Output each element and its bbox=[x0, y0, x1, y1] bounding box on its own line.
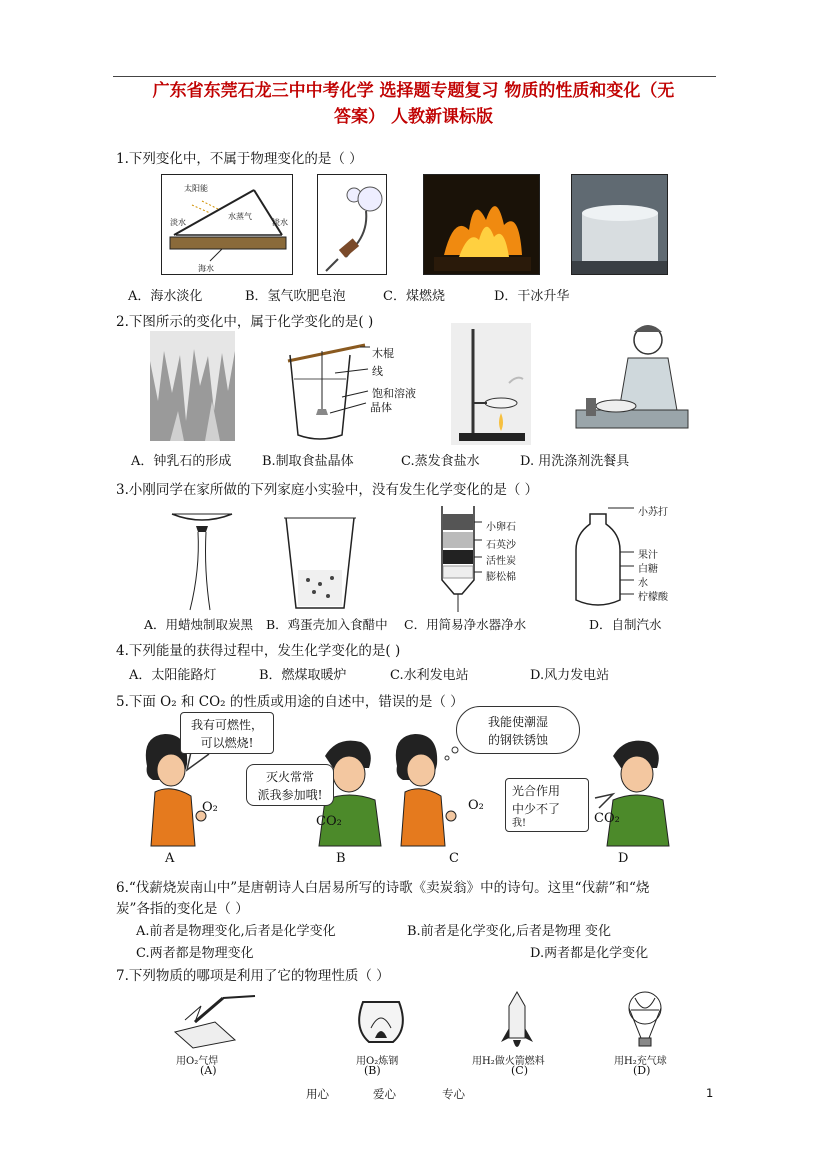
question-3-stem: 3.小刚同学在家所做的下列家庭小实验中，没有发生化学变化的是（ ） bbox=[116, 482, 539, 498]
q6-option-a[interactable]: A.前者是物理变化,后者是化学变化 bbox=[136, 924, 336, 939]
q5-option-b[interactable]: B bbox=[336, 851, 346, 866]
stalactite-image bbox=[150, 331, 235, 441]
q1-option-b[interactable]: B．氢气吹肥皂泡 bbox=[245, 289, 346, 304]
label-freshwater-left: 淡水 bbox=[170, 218, 186, 227]
q7-caption-d: 用H₂充气球 bbox=[614, 1056, 667, 1067]
desalination-image bbox=[161, 174, 293, 275]
bubble-a-line-2: 可以燃烧! bbox=[200, 736, 254, 750]
q5-option-a[interactable]: A bbox=[165, 851, 175, 866]
dishwashing-image bbox=[576, 318, 688, 446]
q7-caption-b: 用O₂炼钢 bbox=[356, 1056, 399, 1067]
q7-drawings bbox=[165, 988, 685, 1058]
bubble-d bbox=[505, 778, 589, 832]
page-number: 1 bbox=[706, 1086, 714, 1100]
question-5-stem: 5.下面 O₂ 和 CO₂ 的性质或用途的自述中，错误的是（ ） bbox=[116, 694, 464, 710]
q4-option-c[interactable]: C.水利发电站 bbox=[390, 668, 469, 683]
q2-option-b[interactable]: B.制取食盐晶体 bbox=[262, 454, 354, 469]
q1-option-c[interactable]: C．煤燃烧 bbox=[383, 289, 445, 304]
dry-ice-image bbox=[571, 174, 668, 275]
label-juice: 果汁 bbox=[638, 550, 658, 561]
header-rule bbox=[113, 76, 716, 77]
salt-crystal-image bbox=[270, 339, 440, 444]
label-stick: 木棍 bbox=[372, 347, 394, 360]
evaporation-drawing bbox=[451, 323, 531, 445]
q7-option-b[interactable]: (B) bbox=[364, 1064, 381, 1077]
question-4-stem: 4.下列能量的获得过程中，发生化学变化的是( ) bbox=[116, 643, 401, 659]
dishwashing-drawing bbox=[576, 318, 688, 446]
label-cotton: 膨松棉 bbox=[486, 572, 516, 583]
q1-option-d[interactable]: D．干冰升华 bbox=[494, 289, 570, 304]
q7-option-d[interactable]: (D) bbox=[633, 1064, 651, 1077]
bubble-c-line-2: 的钢铁锈蚀 bbox=[487, 733, 548, 747]
question-6-stem-line-2: 炭”各指的变化是（ ） bbox=[116, 901, 249, 917]
q7-option-c[interactable]: (C) bbox=[511, 1064, 528, 1077]
bubble-a bbox=[180, 712, 274, 754]
page-title bbox=[100, 78, 727, 130]
q5-option-c[interactable]: C bbox=[449, 851, 459, 866]
q6-option-b[interactable]: B.前者是化学变化,后者是物理 变化 bbox=[407, 924, 611, 939]
q6-option-c[interactable]: C.两者都是物理变化 bbox=[136, 946, 254, 961]
label-baking-soda: 小苏打 bbox=[638, 507, 668, 518]
bubble-a-line-1: 我有可燃性， bbox=[190, 718, 263, 732]
bubble-b bbox=[246, 764, 334, 806]
bubble-d-line-1: 光合作用 bbox=[512, 784, 561, 798]
label-sugar: 白糖 bbox=[638, 564, 658, 575]
question-6-stem-line-1: 6.“伐薪烧炭南山中”是唐朝诗人白居易所写的诗歌《卖炭翁》中的诗句。这里“伐薪”和“烧 bbox=[116, 880, 650, 896]
label-water: 水 bbox=[638, 578, 648, 589]
bubble-c-line-1: 我能使潮湿 bbox=[487, 715, 548, 729]
footer-slogan-2: 爱心 bbox=[373, 1087, 396, 1101]
label-seawater: 海水 bbox=[198, 264, 214, 273]
q4-option-a[interactable]: A．太阳能路灯 bbox=[129, 668, 217, 683]
dry-ice-drawing bbox=[572, 175, 668, 275]
q5-option-d[interactable]: D bbox=[618, 851, 629, 866]
gas-label-c: O₂ bbox=[468, 798, 484, 813]
soap-bubble-image bbox=[317, 174, 387, 275]
burning-coal-image bbox=[423, 174, 540, 275]
q7-option-a[interactable]: (A) bbox=[200, 1064, 217, 1077]
fire-drawing bbox=[424, 175, 540, 275]
label-freshwater-right: 淡水 bbox=[272, 218, 288, 227]
bubble-d-line-2: 中少不了 bbox=[512, 802, 561, 816]
label-solar: 太阳能 bbox=[184, 184, 208, 193]
q7-caption-c: 用H₂做火箭燃料 bbox=[472, 1056, 545, 1067]
bubble-c bbox=[456, 706, 580, 754]
q2-option-c[interactable]: C.蒸发食盐水 bbox=[401, 454, 480, 469]
q3-option-c[interactable]: C．用简易净水器净水 bbox=[404, 617, 527, 632]
soap-bubble-drawing bbox=[318, 175, 387, 275]
gas-label-b: CO₂ bbox=[316, 814, 342, 829]
q4-option-d[interactable]: D.风力发电站 bbox=[530, 668, 610, 683]
label-citric-acid: 柠檬酸 bbox=[638, 592, 668, 603]
q7-caption-a: 用O₂气焊 bbox=[176, 1056, 219, 1067]
label-thread: 线 bbox=[372, 365, 383, 378]
footer-slogan-1: 用心 bbox=[306, 1087, 329, 1101]
q3-option-d[interactable]: D．自制汽水 bbox=[589, 617, 662, 632]
stalactite-drawing bbox=[150, 331, 235, 441]
evaporation-image bbox=[451, 323, 531, 445]
title-line-1: 广东省东莞石龙三中中考化学 选择题专题复习 物质的性质和变化（无 bbox=[152, 81, 675, 101]
label-saturated-solution: 饱和溶液 bbox=[372, 387, 416, 400]
label-vapor: 水蒸气 bbox=[228, 212, 252, 221]
q3-option-a[interactable]: A．用蜡烛制取炭黑 bbox=[144, 617, 254, 632]
q2-option-a[interactable]: A．钟乳石的形成 bbox=[131, 454, 232, 469]
bubble-d-line-3: 我! bbox=[512, 818, 527, 829]
bubble-b-line-2: 派我参加哦! bbox=[257, 788, 323, 802]
footer-slogan-3: 专心 bbox=[442, 1087, 465, 1101]
title-line-2: 答案） 人教新课标版 bbox=[334, 107, 493, 127]
q4-option-b[interactable]: B．燃煤取暖炉 bbox=[259, 668, 347, 683]
label-crystal: 晶体 bbox=[370, 401, 392, 414]
gas-label-d: CO₂ bbox=[594, 811, 620, 826]
home-experiments-drawing bbox=[138, 500, 698, 633]
question-1-stem: 1.下列变化中，不属于物理变化的是（ ） bbox=[116, 151, 363, 167]
bubble-b-line-1: 灭火常常 bbox=[265, 770, 314, 784]
question-2-stem: 2.下图所示的变化中，属于化学变化的是( ) bbox=[116, 314, 374, 330]
label-quartz-sand: 石英沙 bbox=[486, 540, 516, 551]
label-activated-carbon: 活性炭 bbox=[486, 556, 516, 567]
gas-label-a: O₂ bbox=[202, 800, 218, 815]
q1-option-a[interactable]: A．海水淡化 bbox=[128, 289, 203, 304]
q3-option-b[interactable]: B．鸡蛋壳加入食醋中 bbox=[266, 617, 388, 632]
question-7-stem: 7.下列物质的哪项是利用了它的物理性质（ ） bbox=[116, 968, 390, 984]
q6-option-d[interactable]: D.两者都是化学变化 bbox=[530, 946, 649, 961]
home-experiments-image bbox=[138, 500, 698, 633]
label-pebbles: 小卵石 bbox=[486, 522, 516, 533]
q2-option-d[interactable]: D. 用洗涤剂洗餐具 bbox=[520, 454, 630, 469]
